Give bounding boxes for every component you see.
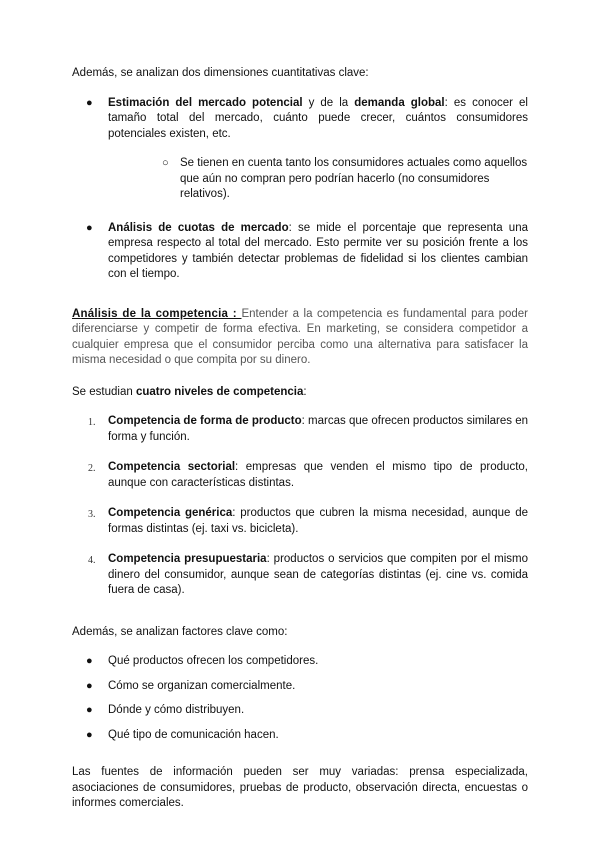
list-item (72, 96, 528, 203)
factor-text: Dónde y cómo distribuyen. (108, 704, 245, 716)
item-number: 1. (88, 417, 96, 428)
niveles-suffix: : (303, 385, 307, 398)
bullet-icon: ● (86, 679, 93, 692)
level-title: Competencia presupuestaria (108, 553, 267, 565)
factor-text: Qué productos ofrecen los competidores. (108, 655, 319, 667)
sub-list-item (108, 156, 528, 203)
level-text: : productos que cubren la misma necesidad, aunque de formas distintas (ej. taxi vs. bicicleta). (108, 507, 528, 535)
list-item (72, 221, 528, 283)
competencia-text: Entender a la competencia es fundamental para poder diferenciarse y competir de forma efectiva. En marketing, se considera competidor a cualquier empresa que el consumidor perciba como una alternativa para satisfacer la misma necesidad o que compita por su dinero. (72, 307, 528, 366)
competition-levels-list (72, 414, 528, 599)
term-demanda-global: demanda global (354, 96, 445, 109)
niveles-prefix: Se estudian (72, 385, 136, 398)
niveles-bold: cuatro niveles de competencia (135, 385, 304, 398)
bullet-icon: ● (86, 96, 93, 109)
list-item (72, 414, 528, 445)
bullet-text: : es conocer el tamaño total del mercado, cuánto puede crecer, cuántos consumidores potenciales existen, etc. (108, 96, 528, 140)
niveles-paragraph (72, 385, 528, 401)
level-text: : marcas que ofrecen productos similares en forma y función. (108, 415, 528, 443)
bullet-icon: ● (86, 728, 93, 741)
section-heading: Análisis de la competencia : (72, 307, 242, 320)
factores-intro: Además, se analizan factores clave como: (72, 625, 288, 638)
item-number: 3. (88, 509, 96, 520)
term-cuotas-mercado: Análisis de cuotas de mercado (108, 221, 289, 234)
term-mercado-potencial: Estimación del mercado potencial (108, 96, 303, 109)
list-item (72, 728, 528, 744)
factor-text: Qué tipo de comunicación hacen. (108, 728, 279, 741)
level-title: Competencia sectorial (108, 461, 236, 473)
intro-paragraph: Además, se analizan dos dimensiones cuantitativas clave: (72, 67, 369, 79)
bullet-icon: ● (86, 221, 93, 234)
document-page (72, 66, 528, 812)
dimensions-list (72, 96, 528, 283)
level-text: : empresas que venden el mismo tipo de producto, aunque con características distintas. (108, 461, 528, 489)
level-title: Competencia genérica (108, 507, 233, 519)
sub-item-text: Se tienen en cuenta tanto los consumidores actuales como aquellos que aún no compran pero podrían hacerlo (no consumidores relativos). (180, 157, 528, 200)
factores-list (72, 654, 528, 743)
factor-text: Cómo se organizan comercialmente. (108, 679, 296, 692)
level-text: : productos o servicios que compiten por el mismo dinero del consumidor, aunque sean de categorías distintas (ej. cine vs. comida fuera de casa). (108, 553, 528, 596)
list-item (72, 654, 528, 670)
bullet-icon: ● (86, 704, 93, 716)
bullet-icon: ● (86, 655, 93, 667)
competencia-paragraph (72, 307, 528, 369)
bullet-text: : se mide el porcentaje que representa una empresa respecto al total del mercado. Esto permite ver su posición frente a los competidores y también detectar problemas de fidelidad si los clientes cambian con el tiempo. (108, 221, 528, 280)
bullet-text: y de la (302, 96, 355, 109)
list-item (72, 506, 528, 537)
list-item (72, 679, 528, 695)
item-number: 2. (88, 463, 96, 474)
fuentes-paragraph: Las fuentes de información pueden ser muy variadas: prensa especializada, asociaciones de consumidores, pruebas de producto, observación directa, encuestas o informes comerciales. (72, 766, 528, 809)
level-title: Competencia de forma de producto (108, 415, 302, 427)
list-item (72, 460, 528, 491)
list-item (72, 703, 528, 719)
item-number: 4. (88, 555, 96, 566)
list-item (72, 552, 528, 599)
hollow-bullet-icon: ○ (162, 157, 169, 169)
